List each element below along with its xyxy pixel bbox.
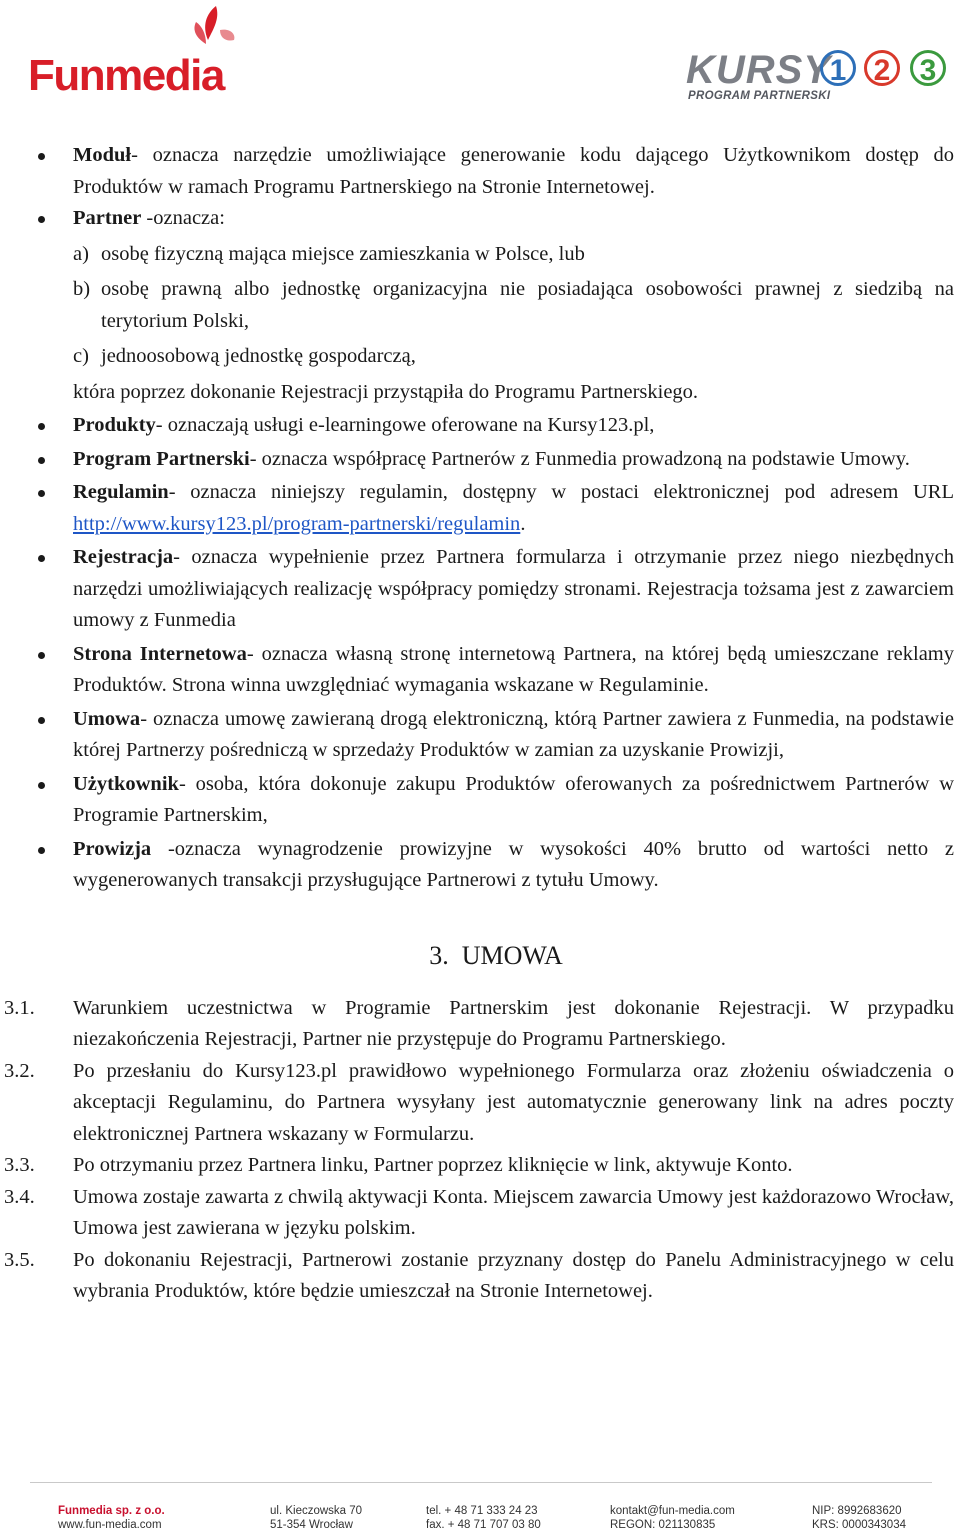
definition-text: - oznacza własną stronę internetową Partnera, na której będą umieszczane reklamy Produktów. Strona winna uwzględniać wymagania wskazane w Regulaminie. xyxy=(73,642,954,696)
footer-krs: KRS: 0000343034 xyxy=(812,1519,906,1531)
definition-term: Umowa xyxy=(73,707,141,730)
definition-term: Produkty xyxy=(73,414,156,436)
footer-regon: REGON: 021130835 xyxy=(610,1519,716,1531)
definition-term: Regulamin xyxy=(73,481,169,503)
definition-text: - oznacza umowę zawieraną drogą elektroniczną, którą Partner zawiera z Funmedia, na podstawie której Partnerzy pośredniczą w sprzedaży Produktów w zamian za uzyskanie Prowizji, xyxy=(73,707,954,761)
bullet-icon xyxy=(38,652,45,659)
regulamin-link[interactable]: http://www.kursy123.pl/program-partnerski/regulamin xyxy=(73,512,521,535)
definition-text: - oznacza narzędzie umożliwiające generowanie kodu dającego Użytkownikom dostęp do Produktów w ramach Programu Partnerskiego na Stronie Internetowej. xyxy=(73,144,954,198)
logo-fun: Fun xyxy=(28,51,105,100)
clause-item xyxy=(0,1182,960,1245)
clause-number: 3.4. xyxy=(4,1185,35,1208)
page-header xyxy=(0,0,960,120)
clause-item xyxy=(0,993,960,1056)
definition-term: Partner xyxy=(73,207,142,229)
bullet-icon xyxy=(38,457,45,464)
clause-number: 3.1. xyxy=(4,996,35,1019)
definition-text: -oznacza: xyxy=(141,207,225,229)
definition-term: Program Partnerski xyxy=(73,447,250,470)
section-number: 3. xyxy=(429,940,449,970)
footer-email: kontakt@fun-media.com xyxy=(610,1505,735,1517)
definition-text: - oznacza wypełnienie przez Partnera formularza i otrzymanie przez niego niezbędnych narzędzi umożliwiających realizację współpracy pomiędzy stronami. Rejestracja tożsama jest z zawarciem umowy z Funmedia xyxy=(73,546,954,631)
document-body xyxy=(0,140,960,1308)
definition-term: Użytkownik xyxy=(73,772,179,795)
footer-phone xyxy=(426,1504,541,1532)
clause-text: Warunkiem uczestnictwa w Programie Partnerskim jest dokonanie Rejestracji. W przypadku niezakończenia Rejestracji, Partner nie przystępuje do Programu Partnerskiego. xyxy=(73,996,954,1050)
regulamin-tail: . xyxy=(520,512,526,535)
bullet-icon xyxy=(38,717,45,724)
clause-text: Umowa zostaje zawarta z chwilą aktywacji Konta. Miejscem zawarcia Umowy jest każdorazowo Wrocław, Umowa jest zawierana w języku polskim. xyxy=(73,1185,954,1239)
subitem-text: osobę fizyczną mająca miejsce zamieszkania w Polsce, lub xyxy=(101,242,585,265)
footer-company-name: Funmedia sp. z o.o. xyxy=(58,1505,165,1517)
subitem-text: osobę prawną albo jednostkę organizacyjna nie posiadająca osobowości prawnej z siedzibą na terytorium Polski, xyxy=(101,278,954,332)
program-partnerski-subtitle: PROGRAM PARTNERSKI xyxy=(688,90,831,102)
partner-after-text: która poprzez dokonanie Rejestracji przystąpiła do Programu Partnerskiego. xyxy=(73,380,699,403)
definition-item xyxy=(0,203,960,235)
funmedia-wordmark xyxy=(28,51,224,100)
footer-fax: fax. + 48 71 707 03 80 xyxy=(426,1519,541,1531)
subitem-label: b) xyxy=(73,278,91,300)
footer-city: 51-354 Wrocław xyxy=(270,1519,353,1531)
definition-item-regulamin xyxy=(0,477,960,540)
definition-item xyxy=(0,639,960,702)
footer-ids xyxy=(812,1504,906,1532)
footer-address xyxy=(270,1504,362,1532)
footer-website: www.fun-media.com xyxy=(58,1519,162,1531)
funmedia-leaf-icon xyxy=(178,4,238,54)
section-title: UMOWA xyxy=(461,940,563,970)
bullet-icon xyxy=(38,555,45,562)
definition-term: Prowizja xyxy=(73,837,152,860)
definition-item xyxy=(0,769,960,832)
definition-text: - oznacza niniejszy regulamin, dostępny w postaci elektronicznej pod adresem URL xyxy=(168,481,954,503)
definition-item xyxy=(0,542,960,637)
definition-item xyxy=(0,834,960,897)
subitem-label: c) xyxy=(73,345,89,367)
definition-term: Strona Internetowa xyxy=(73,642,247,665)
clause-text: Po przesłaniu do Kursy123.pl prawidłowo wypełnionego Formularza oraz złożeniu oświadczenia o akceptacji Regulaminu, do Partnera wysyłany jest automatycznie generowany link na adres poczty elektronicznej Partnera wskazany w Formularzu. xyxy=(73,1059,954,1145)
definition-text: - osoba, która dokonuje zakupu Produktów oferowanych za pośrednictwem Partnerów w Programie Partnerskim, xyxy=(73,772,954,826)
clause-number: 3.5. xyxy=(4,1248,35,1271)
digit-3-badge: 3 xyxy=(910,50,946,86)
subitem-text: jednoosobową jednostkę gospodarczą, xyxy=(101,345,416,367)
subitem-label: a) xyxy=(73,242,89,265)
bullet-icon xyxy=(38,847,45,854)
footer-company xyxy=(58,1504,165,1532)
clause-number: 3.2. xyxy=(4,1059,35,1082)
clause-number: 3.3. xyxy=(4,1154,35,1176)
digit-2-badge: 2 xyxy=(864,50,900,86)
clause-item xyxy=(0,1056,960,1151)
kursy123-logo xyxy=(686,44,956,108)
partner-subitem-c xyxy=(0,341,960,373)
footer-divider xyxy=(30,1482,932,1483)
footer-street: ul. Kieczowska 70 xyxy=(270,1505,363,1517)
digit-1-badge: 1 xyxy=(820,50,856,86)
definition-text: - oznaczają usługi e-learningowe oferowane na Kursy123.pl, xyxy=(155,414,655,436)
footer-tel: tel. + 48 71 333 24 23 xyxy=(426,1505,538,1517)
clause-item xyxy=(0,1245,960,1308)
logo-media: media xyxy=(104,51,224,100)
definition-text: -oznacza wynagrodzenie prowizyjne w wysokości 40% brutto od wartości netto z wygenerowanych transakcji przysługujące Partnerowi z tytułu Umowy. xyxy=(73,837,954,891)
funmedia-logo xyxy=(28,4,238,104)
bullet-icon xyxy=(38,153,45,160)
section-heading xyxy=(0,939,960,973)
clause-item xyxy=(0,1150,960,1182)
clause-text: Po otrzymaniu przez Partnera linku, Partner poprzez kliknięcie w link, aktywuje Konto. xyxy=(73,1154,793,1176)
partner-subitem-b xyxy=(0,274,960,337)
definition-item xyxy=(0,444,960,476)
bullet-icon xyxy=(38,490,45,497)
kursy-wordmark: KURSY xyxy=(686,48,832,92)
partner-subitem-a xyxy=(0,239,960,271)
definition-item xyxy=(0,410,960,442)
bullet-icon xyxy=(38,782,45,789)
definition-item xyxy=(0,704,960,767)
page-footer xyxy=(0,1504,960,1534)
clause-text: Po dokonaniu Rejestracji, Partnerowi zostanie przyznany dostęp do Panelu Administracyjnego w celu wybrania Produktów, które będzie umieszczał na Stronie Internetowej. xyxy=(73,1248,954,1302)
definition-item xyxy=(0,140,960,203)
definition-term: Rejestracja xyxy=(73,546,174,568)
definition-term: Moduł xyxy=(73,144,132,166)
bullet-icon xyxy=(38,216,45,223)
definition-text: - oznacza współpracę Partnerów z Funmedia prowadzoną na podstawie Umowy. xyxy=(249,447,910,470)
bullet-icon xyxy=(38,423,45,430)
footer-contact xyxy=(610,1504,735,1532)
footer-nip: NIP: 8992683620 xyxy=(812,1505,902,1517)
